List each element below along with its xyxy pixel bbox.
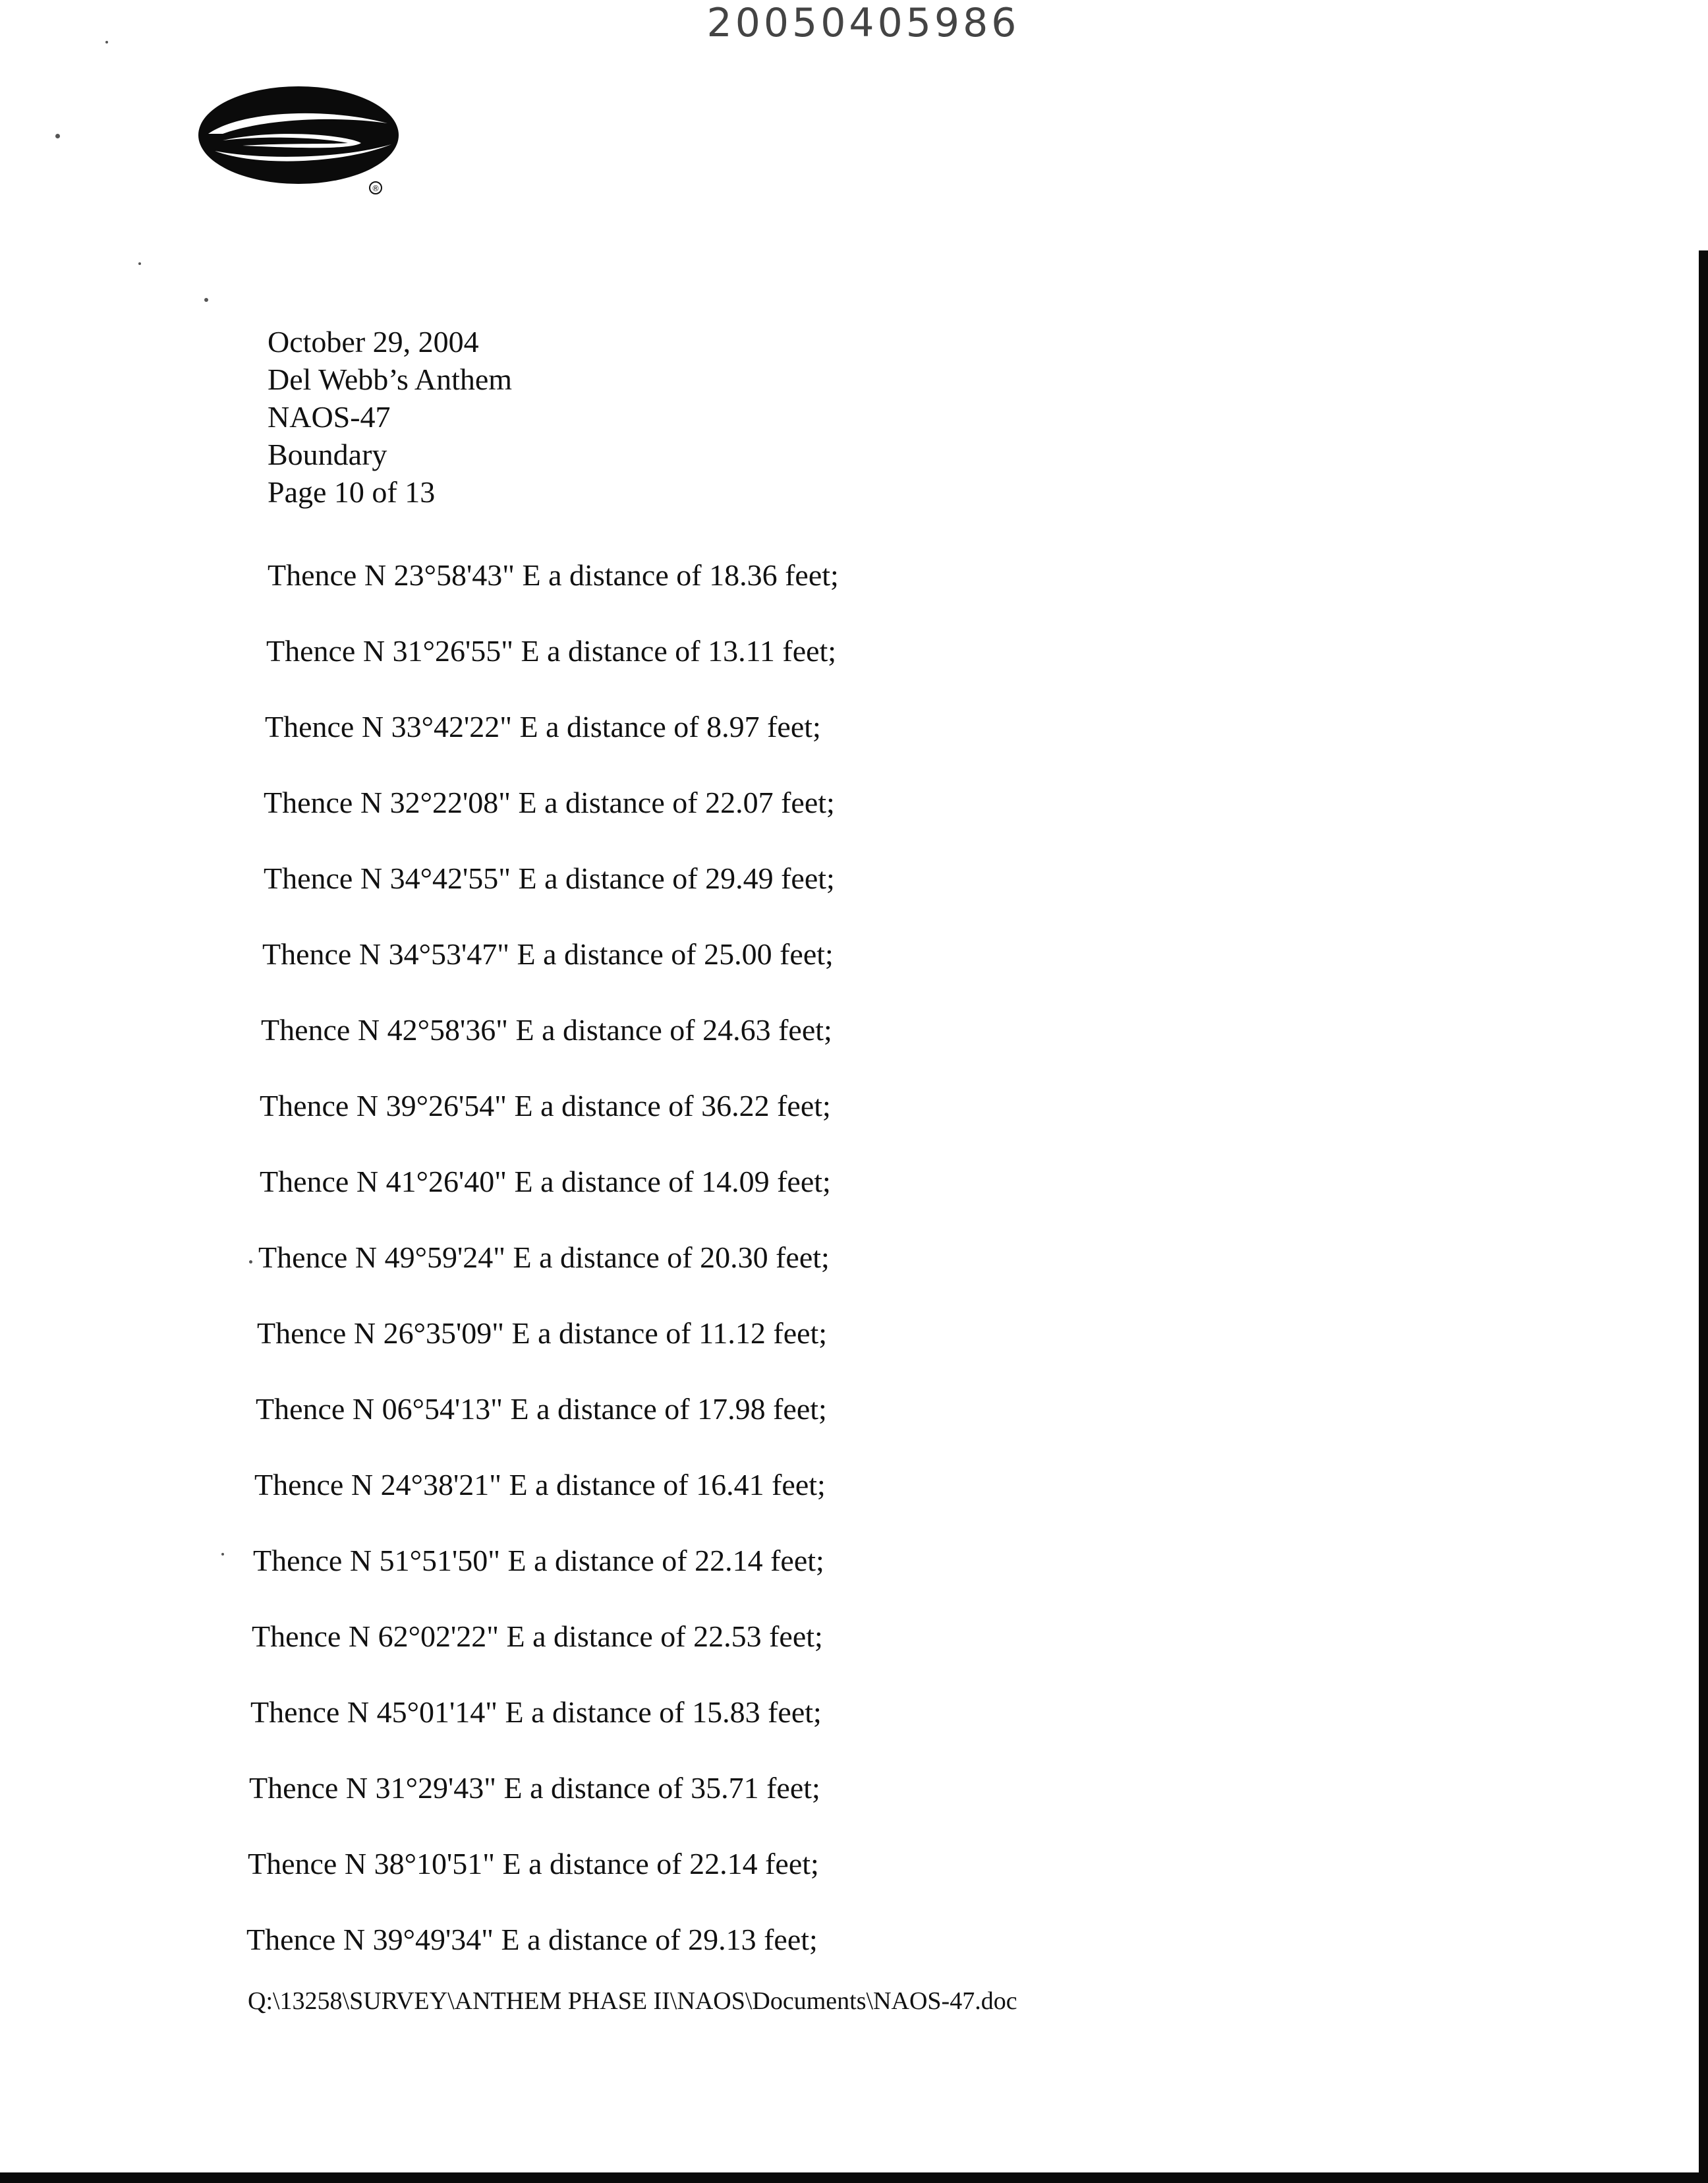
course-line: Thence N 39°26'54" E a distance of 36.22 feet; (260, 1089, 831, 1122)
scan-speck (221, 1553, 224, 1556)
document-id: NAOS-47 (268, 400, 391, 434)
page-number: Page 10 of 13 (268, 475, 436, 509)
course-line: Thence N 42°58'36" E a distance of 24.63 feet; (261, 1013, 832, 1047)
course-line: Thence N 34°53'47" E a distance of 25.00 feet; (262, 937, 834, 971)
file-path-footer: Q:\13258\SURVEY\ANTHEM PHASE II\NAOS\Documents\NAOS-47.doc (248, 1987, 1017, 2015)
course-line: Thence N 06°54'13" E a distance of 17.98 feet; (256, 1392, 827, 1426)
svg-text:®: ® (372, 184, 380, 193)
scan-speck (105, 41, 108, 44)
course-line: Thence N 39°49'34" E a distance of 29.13 feet; (246, 1923, 818, 1956)
document-number-stamp: 20050405986 (706, 0, 1020, 46)
project-name: Del Webb’s Anthem (268, 363, 513, 396)
course-line: Thence N 23°58'43" E a distance of 18.36 feet; (268, 558, 839, 592)
course-line: Thence N 31°29'43" E a distance of 35.71 feet; (249, 1771, 820, 1805)
course-line: Thence N 45°01'14" E a distance of 15.83 feet; (250, 1695, 822, 1729)
course-line: Thence N 38°10'51" E a distance of 22.14 feet; (248, 1847, 819, 1880)
course-line: Thence N 26°35'09" E a distance of 11.12 feet; (257, 1316, 828, 1350)
course-line: Thence N 51°51'50" E a distance of 22.14 feet; (253, 1544, 824, 1577)
course-line: Thence N 34°42'55" E a distance of 29.49 feet; (264, 861, 835, 895)
document-date: October 29, 2004 (268, 325, 479, 359)
course-line: Thence N 32°22'08" E a distance of 22.07 feet; (264, 786, 835, 819)
scan-edge-bottom (0, 2172, 1708, 2183)
course-line: Thence N 49°59'24" E a distance of 20.30 feet; (258, 1240, 830, 1274)
scan-speck (55, 134, 60, 138)
scan-speck (204, 298, 208, 302)
course-line: Thence N 41°26'40" E a distance of 14.09 feet; (260, 1165, 831, 1198)
course-line: Thence N 31°26'55" E a distance of 13.11 feet; (266, 634, 837, 668)
course-line: Thence N 62°02'22" E a distance of 22.53 feet; (252, 1619, 823, 1653)
scan-speck (138, 262, 141, 265)
scan-speck (249, 1260, 252, 1264)
scan-edge-right (1699, 250, 1708, 2183)
course-line: Thence N 24°38'21" E a distance of 16.41 feet; (254, 1468, 826, 1501)
course-line: Thence N 33°42'22" E a distance of 8.97 feet; (265, 710, 821, 743)
section-title: Boundary (268, 438, 387, 471)
